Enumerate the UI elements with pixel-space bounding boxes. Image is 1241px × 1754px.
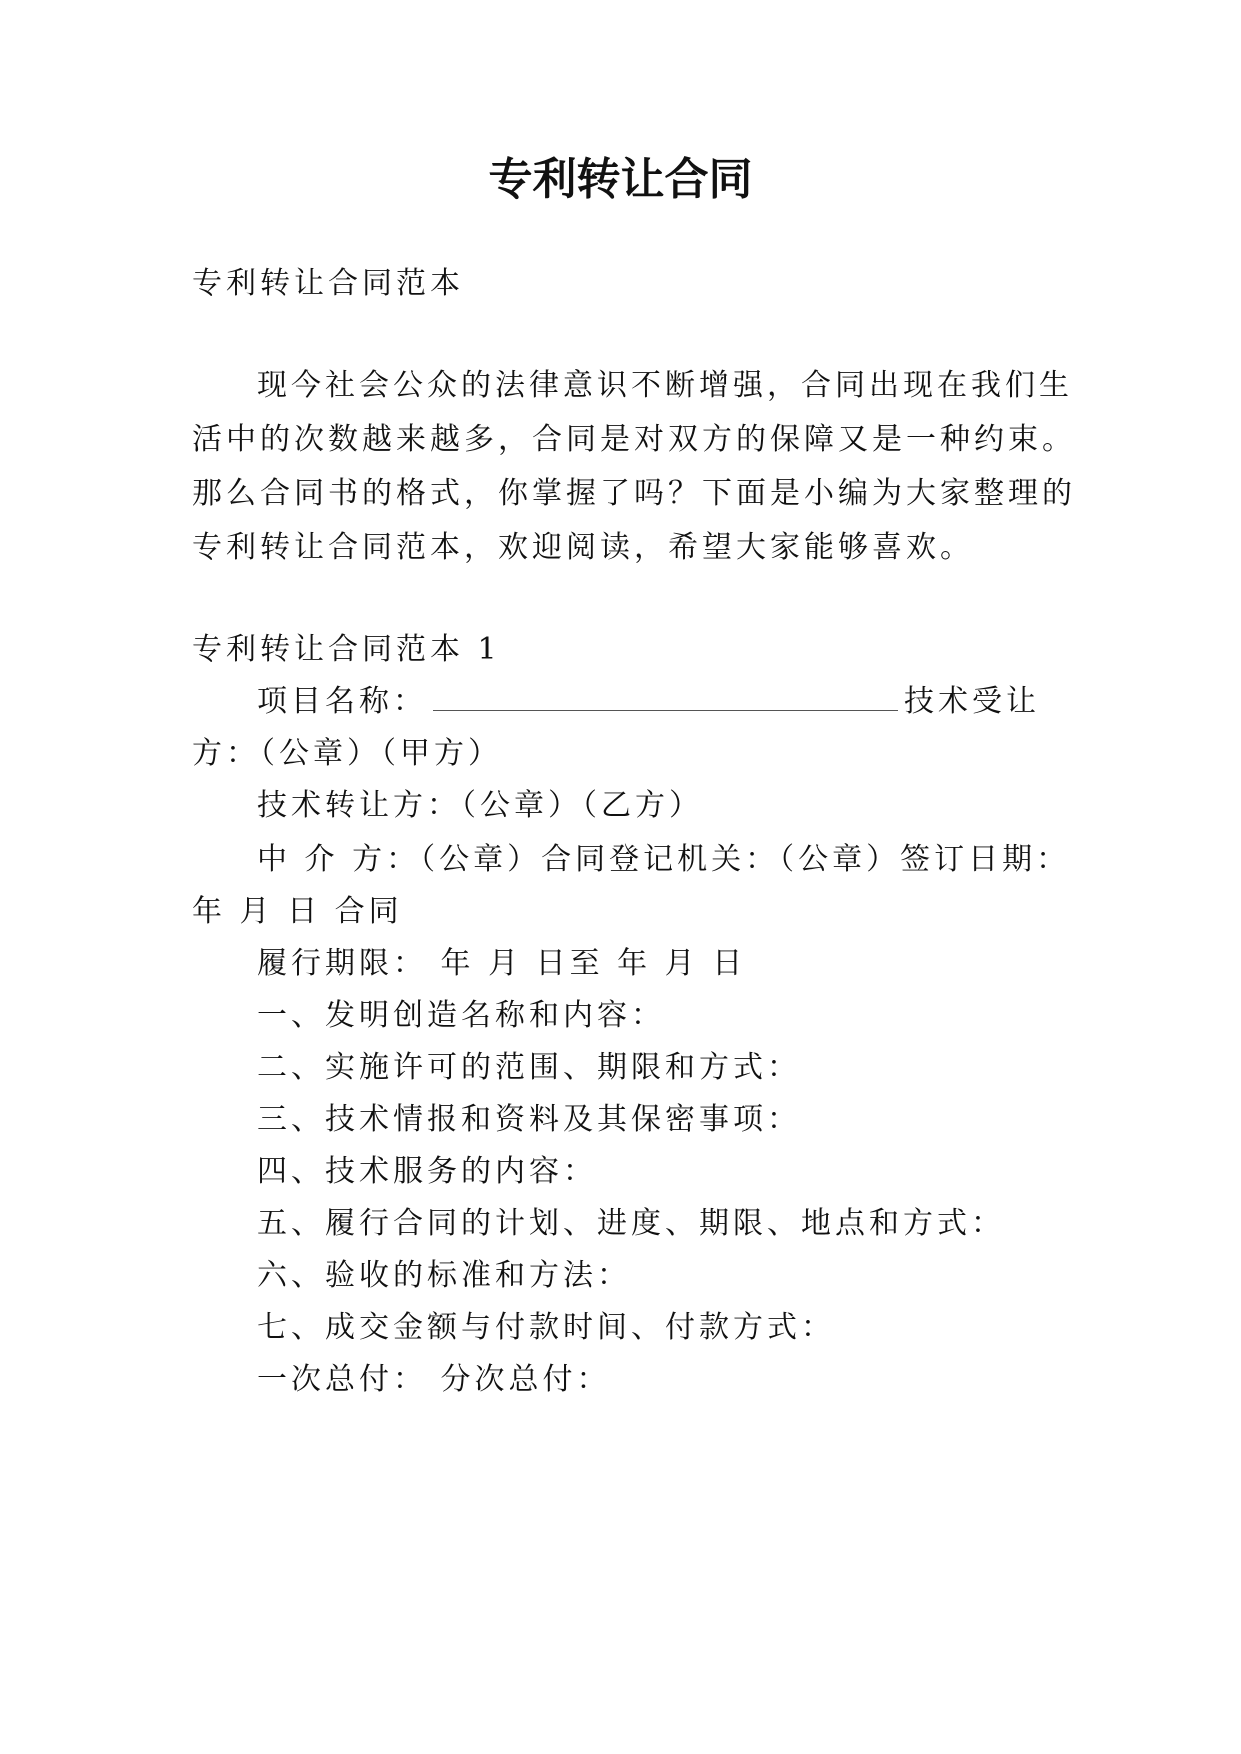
- clause-7: 七、成交金额与付款时间、付款方式：: [257, 1310, 835, 1345]
- document-subtitle: 专利转让合同范本: [192, 266, 464, 301]
- party-a-line: 方：（公章）（甲方）: [192, 736, 502, 771]
- clause-6: 六、验收的标准和方法：: [257, 1258, 631, 1293]
- clause-5: 五、履行合同的计划、进度、期限、地点和方式：: [257, 1206, 1005, 1241]
- intro-line-4: 专利转让合同范本，欢迎阅读，希望大家能够喜欢。: [192, 530, 974, 565]
- sample-heading: 专利转让合同范本 1: [192, 632, 501, 667]
- date-line: 年 月 日 合同: [192, 894, 403, 929]
- clause-3: 三、技术情报和资料及其保密事项：: [257, 1102, 801, 1137]
- project-name-line: [257, 682, 1040, 722]
- project-name-suffix: 技术受让: [904, 684, 1040, 719]
- project-name-blank: [433, 682, 898, 711]
- intro-line-1: 现今社会公众的法律意识不断增强，合同出现在我们生: [257, 368, 1073, 403]
- term-line: 履行期限： 年 月 日至 年 月 日: [257, 946, 747, 981]
- intro-line-3: 那么合同书的格式，你掌握了吗？下面是小编为大家整理的: [192, 476, 1076, 511]
- document-title: 专利转让合同: [488, 154, 753, 205]
- intro-line-2: 活中的次数越来越多，合同是对双方的保障又是一种约束。: [192, 422, 1076, 457]
- clause-4: 四、技术服务的内容：: [257, 1154, 597, 1189]
- payment-line: 一次总付： 分次总付：: [257, 1362, 611, 1397]
- party-b-line: 技术转让方：（公章）（乙方）: [257, 788, 703, 823]
- project-name-label: 项目名称：: [257, 684, 427, 719]
- intermediary-line: 中 介 方：（公章）合同登记机关：（公章）签订日期：: [257, 842, 1071, 877]
- clause-2: 二、实施许可的范围、期限和方式：: [257, 1050, 801, 1085]
- clause-1: 一、发明创造名称和内容：: [257, 998, 665, 1033]
